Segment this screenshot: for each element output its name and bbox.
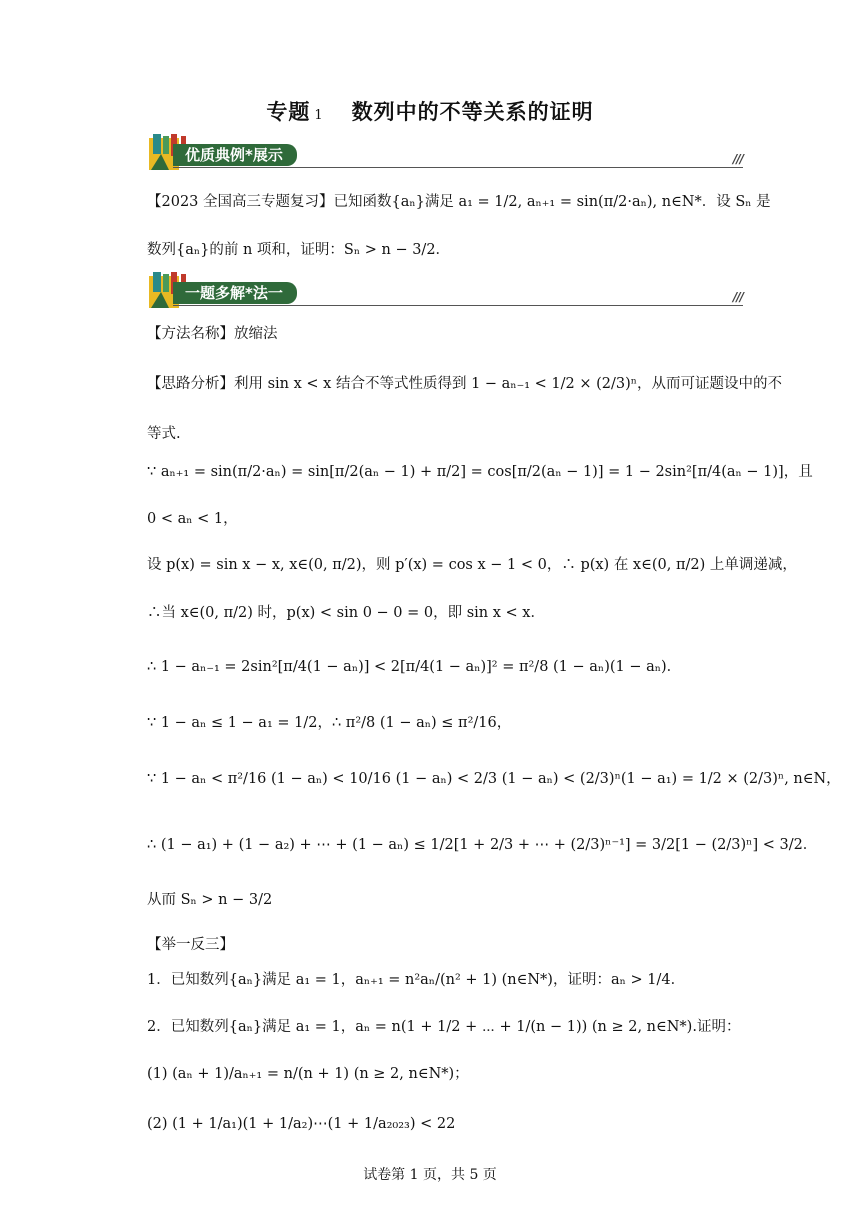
solution-step-1: ∵ aₙ₊₁ = sin(π/2·aₙ) = sin[π/2(aₙ − 1) + π/2] = cos[π/2(aₙ − 1)] = 1 − 2sin²[π/4(aₙ − 1)]，且 <box>147 464 813 480</box>
practice-header: 【举一反三】 <box>147 937 234 953</box>
section-rule <box>173 305 743 306</box>
section-rule <box>173 167 743 168</box>
page-footer: 试卷第 1 页，共 5 页 <box>363 1167 497 1183</box>
solution-step-3: 设 p(x) = sin x − x, x∈(0, π/2)，则 p′(x) = cos x − 1 < 0，∴ p(x) 在 x∈(0, π/2) 上单调递减， <box>147 557 797 573</box>
decorative-slashes: /// <box>732 290 743 304</box>
section-banner-examples <box>147 132 743 172</box>
section-label: 优质典例*展示 <box>173 144 297 166</box>
solution-step-6: ∵ 1 − aₙ ≤ 1 − a₁ = 1/2，∴ π²/8 (1 − aₙ) ≤ π²/16， <box>147 715 512 731</box>
problem-line-2: 数列{aₙ}的前 n 项和，证明：Sₙ > n − 3/2． <box>147 242 451 258</box>
title-number: 1 <box>314 108 324 123</box>
problem-line-1: 【2023 全国高三专题复习】已知函数{aₙ}满足 a₁ = 1/2, aₙ₊₁ = sin(π/2·aₙ), n∈N*．设 Sₙ 是 <box>147 194 771 210</box>
solution-step-8: ∴ (1 − a₁) + (1 − a₂) + ⋯ + (1 − aₙ) ≤ 1/2[1 + 2/3 + ⋯ + (2/3)ⁿ⁻¹] = 3/2[1 − (2/3)ⁿ] < 3/2． <box>147 837 818 853</box>
practice-question-2-part-1: (1) (aₙ + 1)/aₙ₊₁ = n/(n + 1) (n ≥ 2, n∈N*)； <box>147 1066 469 1082</box>
practice-question-1: 1．已知数列{aₙ}满足 a₁ = 1，aₙ₊₁ = n²aₙ/(n² + 1) (n∈N*)，证明：aₙ > 1/4． <box>147 972 686 988</box>
title-prefix: 专题 <box>266 99 311 124</box>
analysis-line-2: 等式. <box>147 426 181 442</box>
method-name: 【方法名称】放缩法 <box>147 326 278 342</box>
practice-question-2: 2．已知数列{aₙ}满足 a₁ = 1，aₙ = n(1 + 1/2 + ⋯ + 1/(n − 1)) (n ≥ 2, n∈N*).证明： <box>147 1019 741 1035</box>
solution-step-4: ∴当 x∈(0, π/2) 时，p(x) < sin 0 − 0 = 0，即 sin x < x． <box>147 605 545 621</box>
solution-step-5: ∴ 1 − aₙ₋₁ = 2sin²[π/4(1 − aₙ)] < 2[π/4(1 − aₙ)]² = π²/8 (1 − aₙ)(1 − aₙ)． <box>147 659 682 675</box>
title-text: 数列中的不等关系的证明 <box>351 99 594 124</box>
solution-conclusion: 从而 Sₙ > n − 3/2 <box>147 892 273 908</box>
section-banner-method <box>147 270 743 310</box>
analysis-line-1: 【思路分析】利用 sin x < x 结合不等式性质得到 1 − aₙ₋₁ < 1/2 × (2/3)ⁿ，从而可证题设中的不 <box>147 376 783 392</box>
page-title <box>0 96 860 126</box>
practice-question-2-part-2: (2) (1 + 1/a₁)(1 + 1/a₂)⋯(1 + 1/a₂₀₂₃) < 22 <box>147 1116 456 1132</box>
section-label: 一题多解*法一 <box>173 282 297 304</box>
solution-step-7: ∵ 1 − aₙ < π²/16 (1 − aₙ) < 10/16 (1 − aₙ) < 2/3 (1 − aₙ) < (2/3)ⁿ(1 − a₁) = 1/2 × (2/3)ⁿ, n∈N， <box>147 771 841 787</box>
decorative-slashes: /// <box>732 152 743 166</box>
solution-step-2: 0 < aₙ < 1， <box>147 511 238 527</box>
